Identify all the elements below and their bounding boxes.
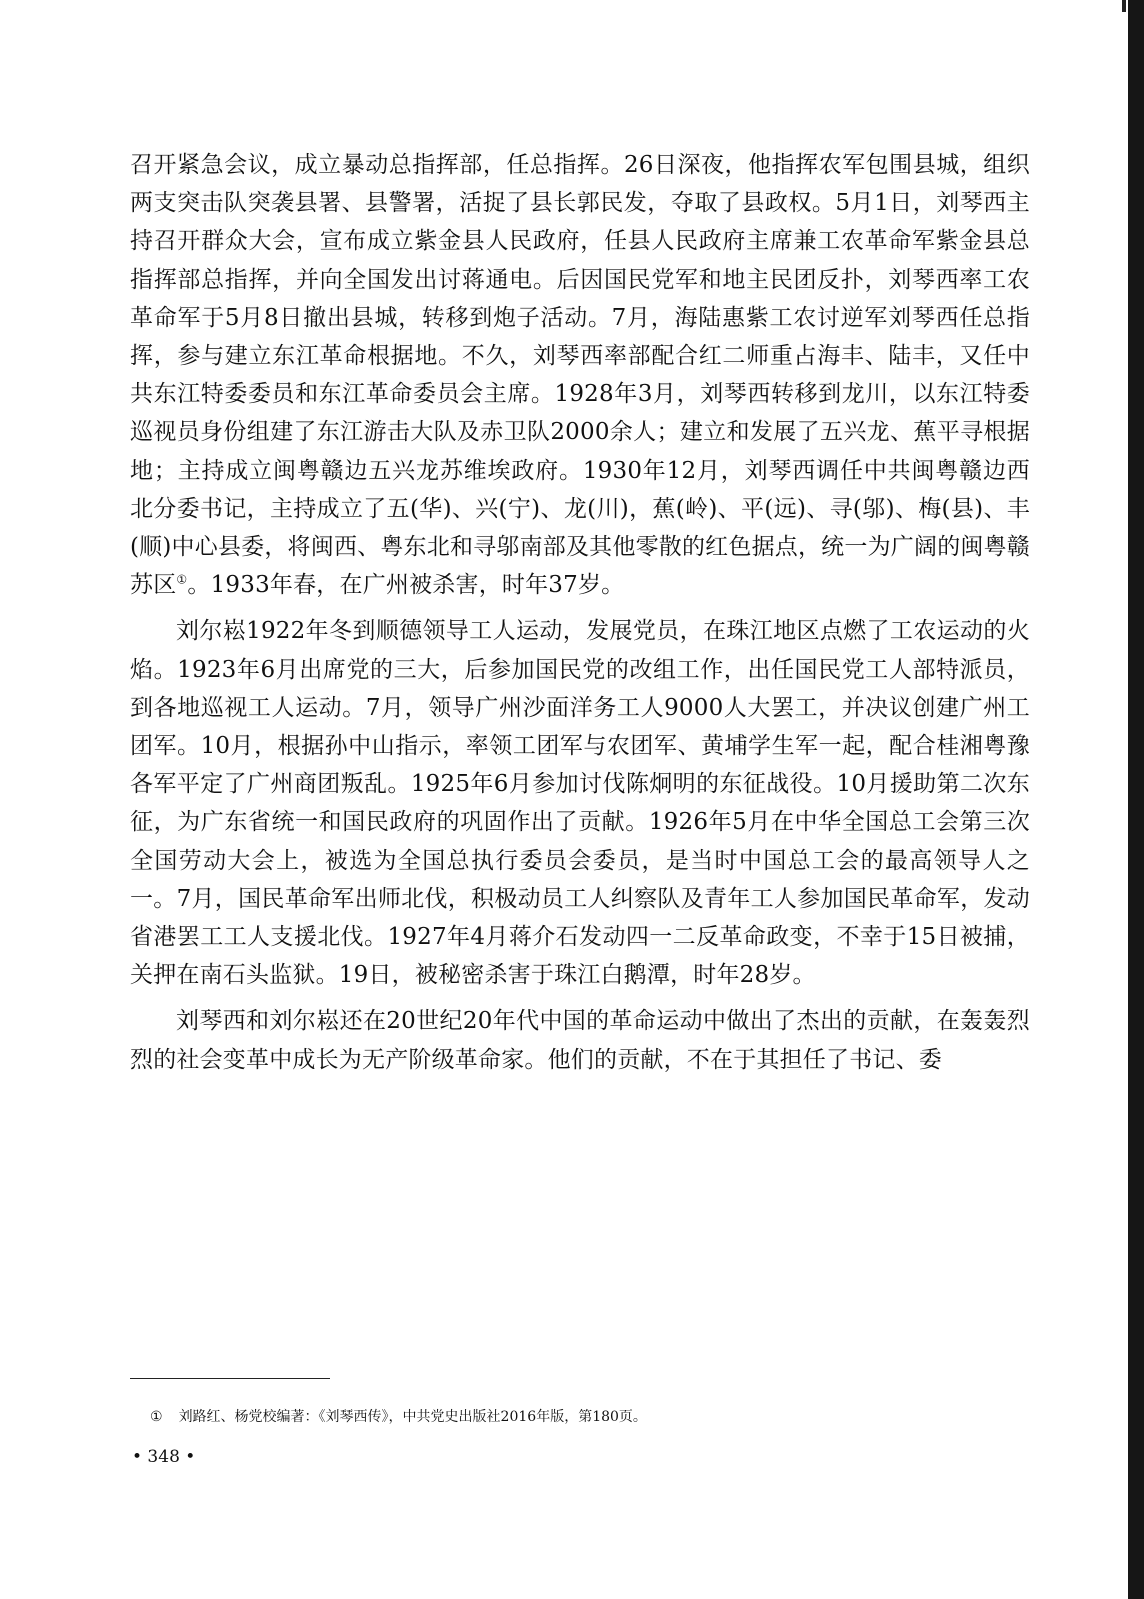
footnote (150, 1408, 647, 1426)
paragraph-liu-ersong: 刘尔崧1922年冬到顺德领导工人运动，发展党员，在珠江地区点燃了工农运动的火焰。1923年6月出席党的三大，后参加国民党的改组工作，出任国民党工人部特派员，到各地巡视工人运动。7月，领导广州沙面洋务工人9000人大罢工，并决议创建广州工团军。10月，根据孙中山指示，率领工团军与农团军、黄埔学生军一起，配合桂湘粤豫各军平定了广州商团叛乱。1925年6月参加讨伐陈炯明的东征战役。10月援助第二次东征，为广东省统一和国民政府的巩固作出了贡献。1926年5月在中华全国总工会第三次全国劳动大会上，被选为全国总执行委员会委员，是当时中国总工会的最高领导人之一。7月，国民革命军出师北伐，积极动员工人纠察队及青年工人参加国民革命军，发动省港罢工工人支援北伐。1927年4月蒋介石发动四一二反革命政变，不幸于15日被捕，关押在南石头监狱。19日，被秘密杀害于珠江白鹅潭，时年28岁。 (130, 618, 1030, 989)
paragraph-text: 召开紧急会议，成立暴动总指挥部，任总指挥。26日深夜，他指挥农军包围县城，组织两支突击队突袭县署、县警署，活捉了县长郭民发，夺取了县政权。5月1日，刘琴西主持召开群众大会，宣布成立紫金县人民政府，任县人民政府主席兼工农革命军紫金县总指挥部总指挥，并向全国发出讨蒋通电。后因国民党军和地主民团反扑，刘琴西率工农革命军于5月8日撤出县城，转移到炮子活动。7月，海陆惠紫工农讨逆军刘琴西任总指挥，参与建立东江革命根据地。不久，刘琴西率部配合红二师重占海丰、陆丰，又任中共东江特委委员和东江革命委员会主席。1928年3月，刘琴西转移到龙川，以东江特委巡视员身份组建了东江游击大队及赤卫队2000余人；建立和发展了五兴龙、蕉平寻根据地；主持成立闽粤赣边五兴龙苏维埃政府。1930年12月，刘琴西调任中共闽粤赣边西北分委书记，主持成立了五(华)、兴(宁)、龙(川)，蕉(岭)、平(远)、寻(邬)、梅(县)、丰(顺)中心县委，将闽西、粤东北和寻邬南部及其他零散的红色据点，统一为广阔的闽粤赣苏区 (130, 152, 1030, 599)
footnote-divider (130, 1378, 330, 1379)
paragraph-text-tail: 。1933年春，在广州被杀害，时年37岁。 (187, 572, 625, 599)
paragraph-liu-qinxi-continued (130, 146, 1030, 604)
scan-dark-edge (1128, 0, 1144, 1599)
body-text (130, 146, 1030, 1079)
scan-mark (1122, 0, 1126, 12)
footnote-mark: ① (150, 1409, 163, 1425)
page-number: • 348 • (132, 1447, 196, 1467)
footnote-text: 刘路红、杨党校编著：《刘琴西传》，中共党史出版社2016年版，第180页。 (178, 1409, 647, 1425)
paragraph-contribution: 刘琴西和刘尔崧还在20世纪20年代中国的革命运动中做出了杰出的贡献，在轰轰烈烈的社会变革中成长为无产阶级革命家。他们的贡献，不在于其担任了书记、委 (130, 1008, 1030, 1073)
footnote-reference[interactable]: ① (176, 572, 188, 587)
